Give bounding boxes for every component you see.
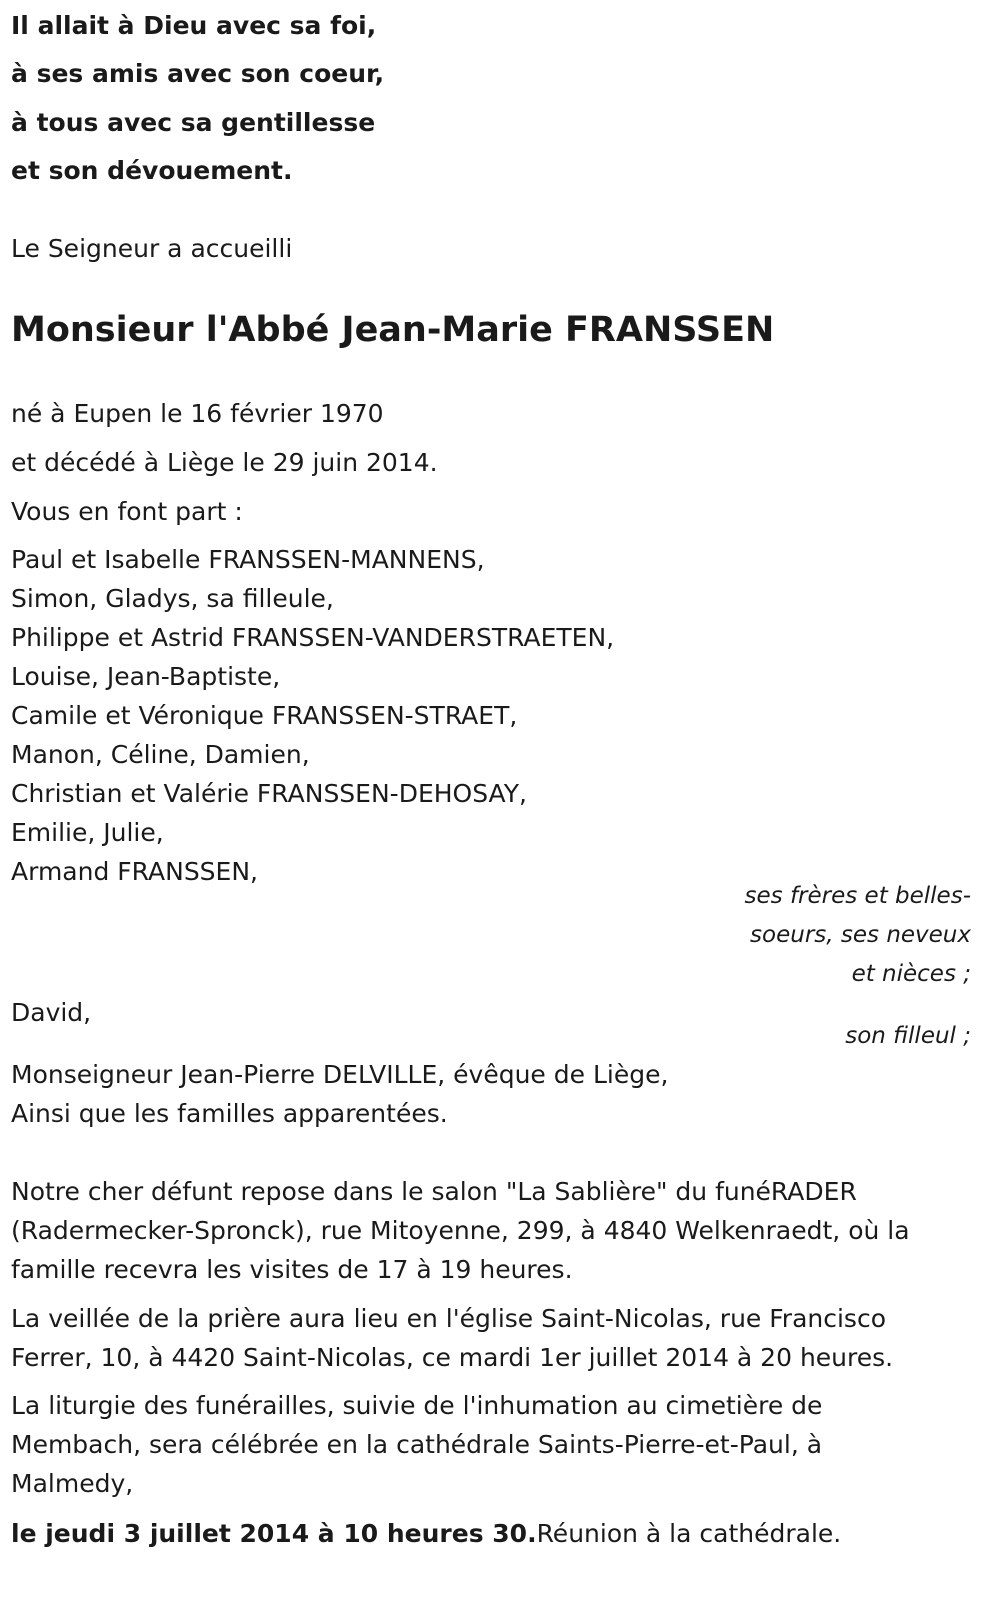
verse-line-2: à ses amis avec son coeur, — [11, 59, 385, 88]
visit-line-1: Notre cher défunt repose dans le salon "La Sablière" du funéRADER — [11, 1177, 857, 1206]
family-role-line-2: soeurs, ses neveux — [750, 922, 971, 948]
liturgy-line-1: La liturgie des funérailles, suivie de l'inhumation au cimetière de — [11, 1391, 823, 1420]
verse-line-3: à tous avec sa gentillesse — [11, 108, 376, 137]
death-line: et décédé à Liège le 29 juin 2014. — [11, 448, 438, 477]
family-line-5: Camile et Véronique FRANSSEN-STRAET, — [11, 701, 518, 730]
family-line-1: Paul et Isabelle FRANSSEN-MANNENS, — [11, 545, 485, 574]
visit-line-3: famille recevra les visites de 17 à 19 heures. — [11, 1255, 573, 1284]
vigil-line-1: La veillée de la prière aura lieu en l'église Saint-Nicolas, rue Francisco — [11, 1304, 886, 1333]
family-role-line-3: et nièces ; — [851, 961, 971, 987]
meeting-place: Réunion à la cathédrale. — [536, 1519, 842, 1548]
verse-line-1: Il allait à Dieu avec sa foi, — [11, 11, 377, 40]
birth-line: né à Eupen le 16 février 1970 — [11, 399, 384, 428]
godson-name: David, — [11, 998, 92, 1027]
family-line-8: Emilie, Julie, — [11, 818, 164, 847]
liturgy-line-2: Membach, sera célébrée en la cathédrale Saints-Pierre-et-Paul, à — [11, 1430, 823, 1459]
family-line-4: Louise, Jean-Baptiste, — [11, 662, 281, 691]
godson-role: son filleul ; — [845, 1023, 971, 1049]
funeral-date-time: le jeudi 3 juillet 2014 à 10 heures 30. — [11, 1519, 537, 1548]
announce-line: Vous en font part : — [11, 497, 243, 526]
deceased-name: Monsieur l'Abbé Jean-Marie FRANSSEN — [11, 310, 775, 350]
family-line-2: Simon, Gladys, sa filleule, — [11, 584, 334, 613]
vigil-line-2: Ferrer, 10, à 4420 Saint-Nicolas, ce mardi 1er juillet 2014 à 20 heures. — [11, 1343, 894, 1372]
verse-line-4: et son dévouement. — [11, 156, 293, 185]
intro-text: Le Seigneur a accueilli — [11, 234, 293, 263]
family-line-6: Manon, Céline, Damien, — [11, 740, 310, 769]
liturgy-line-3: Malmedy, — [11, 1469, 134, 1498]
family-line-9: Armand FRANSSEN, — [11, 857, 258, 886]
family-role-line-1: ses frères et belles- — [744, 883, 971, 909]
others-line-1: Monseigneur Jean-Pierre DELVILLE, évêque de Liège, — [11, 1060, 669, 1089]
visit-line-2: (Radermecker-Spronck), rue Mitoyenne, 299, à 4840 Welkenraedt, où la — [11, 1216, 910, 1245]
final-line — [11, 1519, 841, 1549]
others-line-2: Ainsi que les familles apparentées. — [11, 1099, 448, 1128]
family-line-7: Christian et Valérie FRANSSEN-DEHOSAY, — [11, 779, 527, 808]
family-line-3: Philippe et Astrid FRANSSEN-VANDERSTRAETEN, — [11, 623, 615, 652]
